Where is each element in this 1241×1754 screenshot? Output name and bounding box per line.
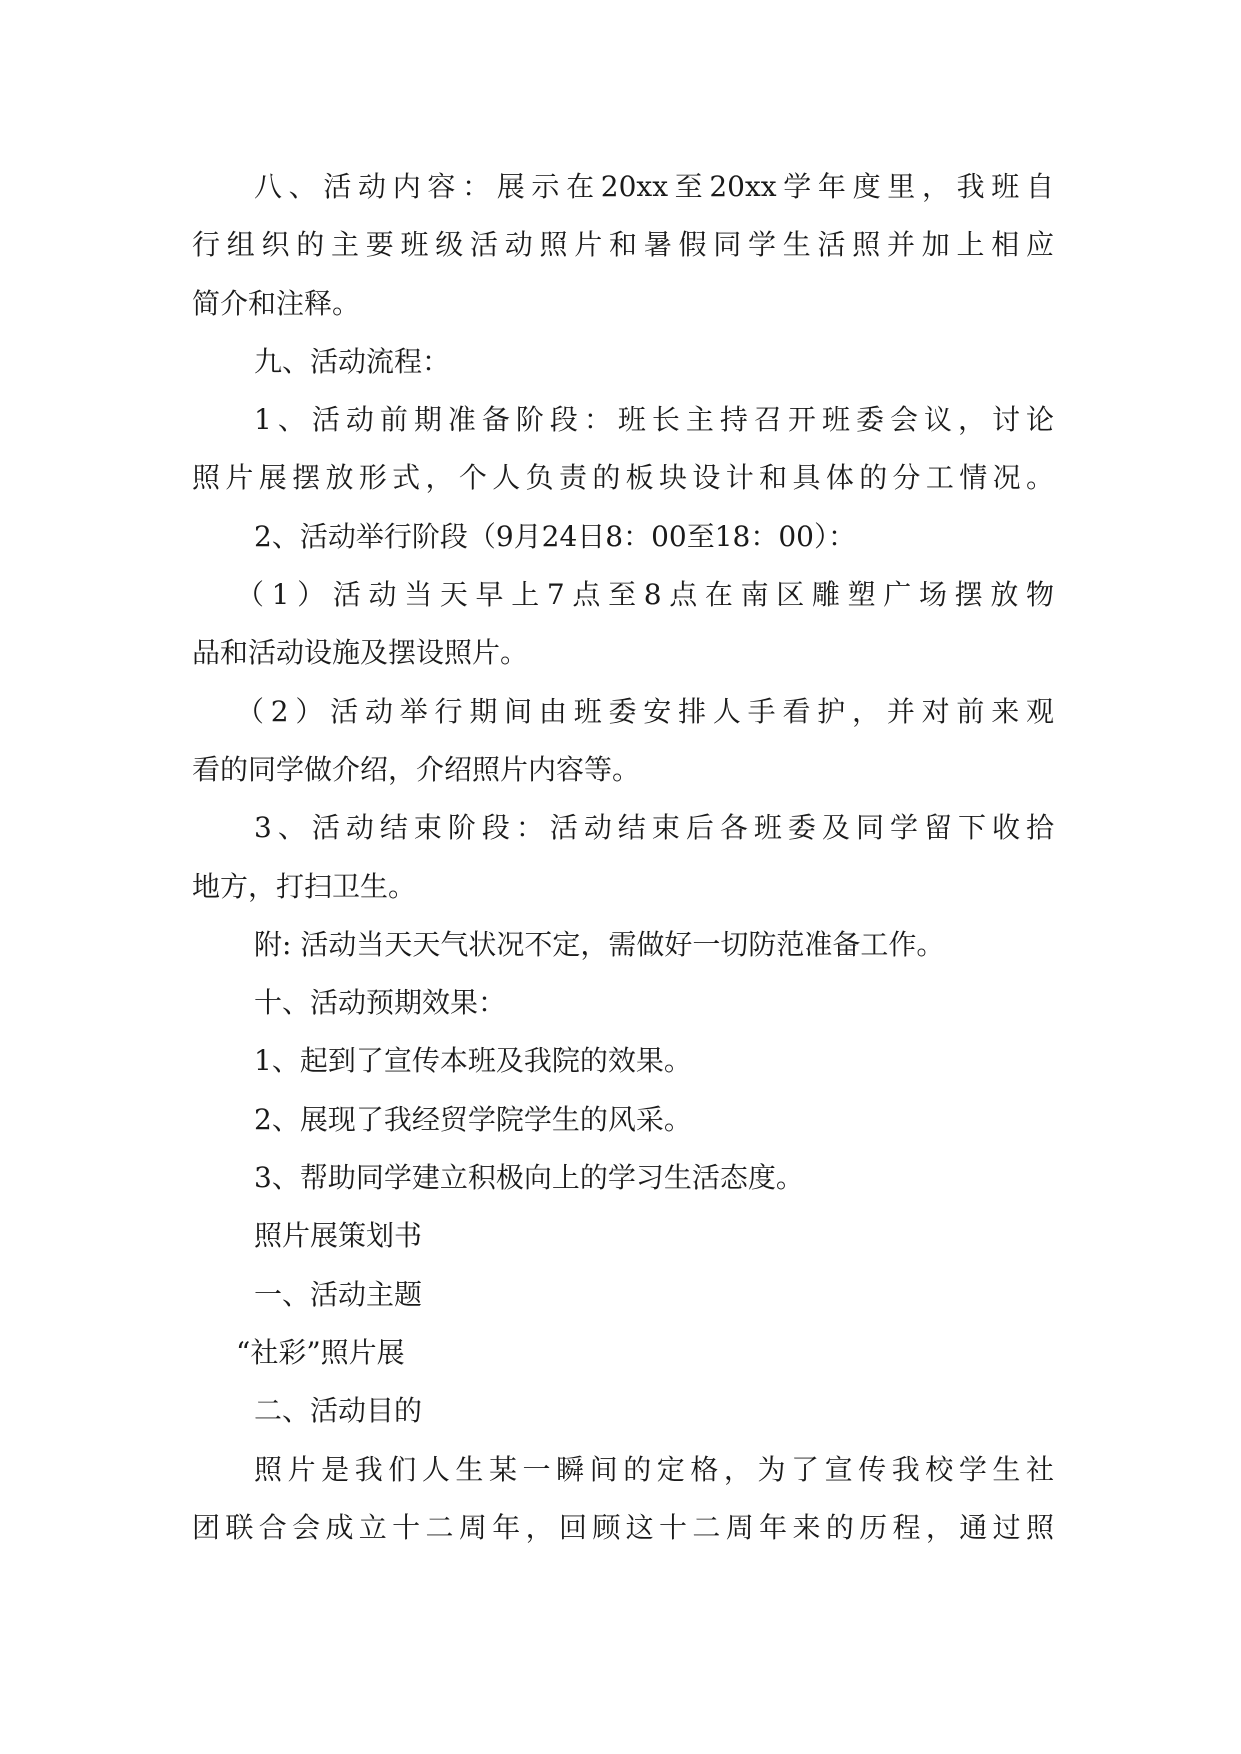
paragraph-line: 行组织的主要班级活动照片和暑假同学生活照并加上相应 xyxy=(192,228,1054,262)
section-heading: 九、活动流程： xyxy=(254,344,451,378)
paragraph-line: 3、活动结束阶段：活动结束后各班委及同学留下收拾 xyxy=(254,811,1054,845)
paragraph-line: 地方，打扫卫生。 xyxy=(192,869,417,903)
paragraph-line: （1）活动当天早上7点至8点在南区雕塑广场摆放物 xyxy=(236,578,1054,612)
document-body xyxy=(192,158,1054,1557)
list-item: 1、起到了宣传本班及我院的效果。 xyxy=(254,1044,692,1078)
paragraph-line: “社彩”照片展 xyxy=(236,1335,405,1369)
paragraph-line: （2）活动举行期间由班委安排人手看护，并对前来观 xyxy=(236,694,1054,728)
paragraph-line: 看的同学做介绍，介绍照片内容等。 xyxy=(192,752,641,786)
paragraph-line: 简介和注释。 xyxy=(192,286,361,320)
paragraph-line: 1、活动前期准备阶段：班长主持召开班委会议，讨论 xyxy=(254,403,1054,437)
list-item: 2、展现了我经贸学院学生的风采。 xyxy=(254,1102,692,1136)
paragraph-line: 照片是我们人生某一瞬间的定格，为了宣传我校学生社 xyxy=(254,1452,1054,1486)
document-title: 照片展策划书 xyxy=(254,1219,423,1253)
section-heading: 二、活动目的 xyxy=(254,1394,423,1428)
paragraph-line: 团联合会成立十二周年，回顾这十二周年来的历程，通过照 xyxy=(192,1510,1054,1544)
paragraph-line: 品和活动设施及摆设照片。 xyxy=(192,636,529,670)
paragraph-line: 附: 活动当天天气状况不定，需做好一切防范准备工作。 xyxy=(254,927,945,961)
section-heading: 一、活动主题 xyxy=(254,1277,423,1311)
section-heading: 十、活动预期效果： xyxy=(254,986,507,1020)
paragraph-line: 照片展摆放形式，个人负责的板块设计和具体的分工情况。 xyxy=(192,461,1054,495)
paragraph-line: 2、活动举行阶段（9月24日8：00至18：00）： xyxy=(254,519,856,553)
paragraph-line: 八、活动内容：展示在20xx至20xx学年度里，我班自 xyxy=(254,170,1054,203)
list-item: 3、帮助同学建立积极向上的学习生活态度。 xyxy=(254,1161,804,1195)
